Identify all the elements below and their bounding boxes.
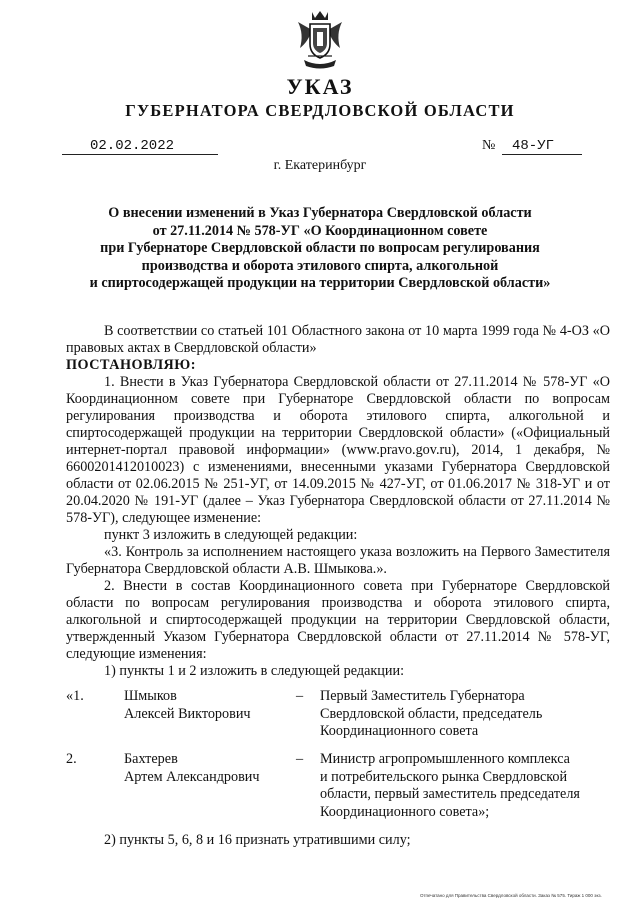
role-line: Координационного совета»;	[320, 803, 490, 820]
member-given-names: Алексей Викторович	[124, 705, 251, 722]
role-line: области, первый заместитель председателя	[320, 786, 580, 802]
item-1-paragraph: 1. Внести в Указ Губернатора Свердловской области от 27.11.2014 № 578-УГ «О Координационном совете при Губернаторе Свердловской области по вопросам регулирования производства и оборота этилового спирта, алкогольной и спиртосодержащей продукции на территории Свердловской области» («Официальный интернет-портал правовой информации» (www.pravo.gov.ru), 2014, 1 декабря, № 6600201412010023) с изменениями, внесенными указами Губернатора Свердловской области от 02.06.2015 № 251-УГ, от 14.09.2015 № 427-УГ, от 01.06.2017 № 318-УГ и от 20.04.2020 № 191-УГ (далее – Указ Губернатора Свердловской области от 27.11.2014 № 578-УГ), следующее изменение:	[66, 374, 610, 526]
heading-line: О внесении изменений в Указ Губернатора Свердловской области	[108, 205, 532, 221]
member-surname: Бахтерев	[124, 751, 178, 767]
role-line: Свердловской области, председатель	[320, 705, 543, 722]
member-number: «1.	[66, 688, 84, 704]
decree-city: г. Екатеринбург	[273, 158, 367, 173]
decree-number: 48-УГ	[502, 138, 582, 155]
heading-line: и спиртосодержащей продукции на территории Свердловской области»	[89, 275, 551, 291]
item-2-paragraph: 2. Внести в состав Координационного совета при Губернаторе Свердловской области по вопросам регулирования производства и оборота этилового спирта, алкогольной и спиртосодержащей продукции на территории Свердловской области, утвержденный Указом Губернатора Свердловской области от 27.11.2014 № 578-УГ, следующие изменения:	[66, 578, 610, 662]
intro-paragraph: В соответствии со статьей 101 Областного закона от 10 марта 1999 года № 4-ОЗ «О правовых актах в Свердловской области»	[66, 323, 610, 356]
item-2-sub-2: 2) пункты 5, 6, 8 и 16 признать утратившими силу;	[104, 832, 411, 848]
member-surname: Шмыков	[124, 688, 177, 704]
decree-body-top	[66, 323, 610, 680]
member-dash: –	[296, 688, 304, 704]
decree-subtitle: ГУБЕРНАТОРА СВЕРДЛОВСКОЙ ОБЛАСТИ	[125, 101, 515, 120]
coat-of-arms-icon	[294, 8, 346, 72]
print-footer: Отпечатано для Правительства Свердловской области. Заказ № 575. Тираж 1 000 экз.	[420, 893, 602, 898]
item-2-sub-1: 1) пункты 1 и 2 изложить в следующей редакции:	[104, 663, 405, 679]
item-1-sub: пункт 3 изложить в следующей редакции:	[104, 527, 358, 543]
role-line: и потребительского рынка Свердловской	[320, 768, 568, 785]
member-name	[124, 751, 260, 786]
member-name	[124, 688, 251, 723]
role-line: Министр агропромышленного комплекса	[320, 751, 570, 767]
heading-line: производства и оборота этилового спирта, алкогольной	[141, 257, 499, 274]
member-role	[320, 688, 542, 741]
member-number: 2.	[66, 751, 77, 767]
member-role	[320, 751, 580, 821]
item-1-quote: «3. Контроль за исполнением настоящего указа возложить на Первого Заместителя Губернатора Свердловской области А.В. Шмыкова.».	[66, 544, 610, 577]
member-dash: –	[296, 751, 304, 767]
decree-number-block	[482, 138, 582, 155]
role-line: Координационного совета	[320, 723, 479, 739]
decree-title: УКАЗ	[286, 74, 354, 99]
member-given-names: Артем Александрович	[124, 768, 260, 785]
decree-word: ПОСТАНОВЛЯЮ:	[66, 357, 197, 373]
role-line: Первый Заместитель Губернатора	[320, 688, 525, 704]
heading-line: при Губернаторе Свердловской области по вопросам регулирования	[100, 240, 540, 256]
decree-date: 02.02.2022	[62, 138, 218, 155]
number-sign: №	[482, 138, 496, 153]
heading-line: от 27.11.2014 № 578-УГ «О Координационном совете	[152, 222, 488, 239]
decree-heading	[60, 205, 580, 293]
